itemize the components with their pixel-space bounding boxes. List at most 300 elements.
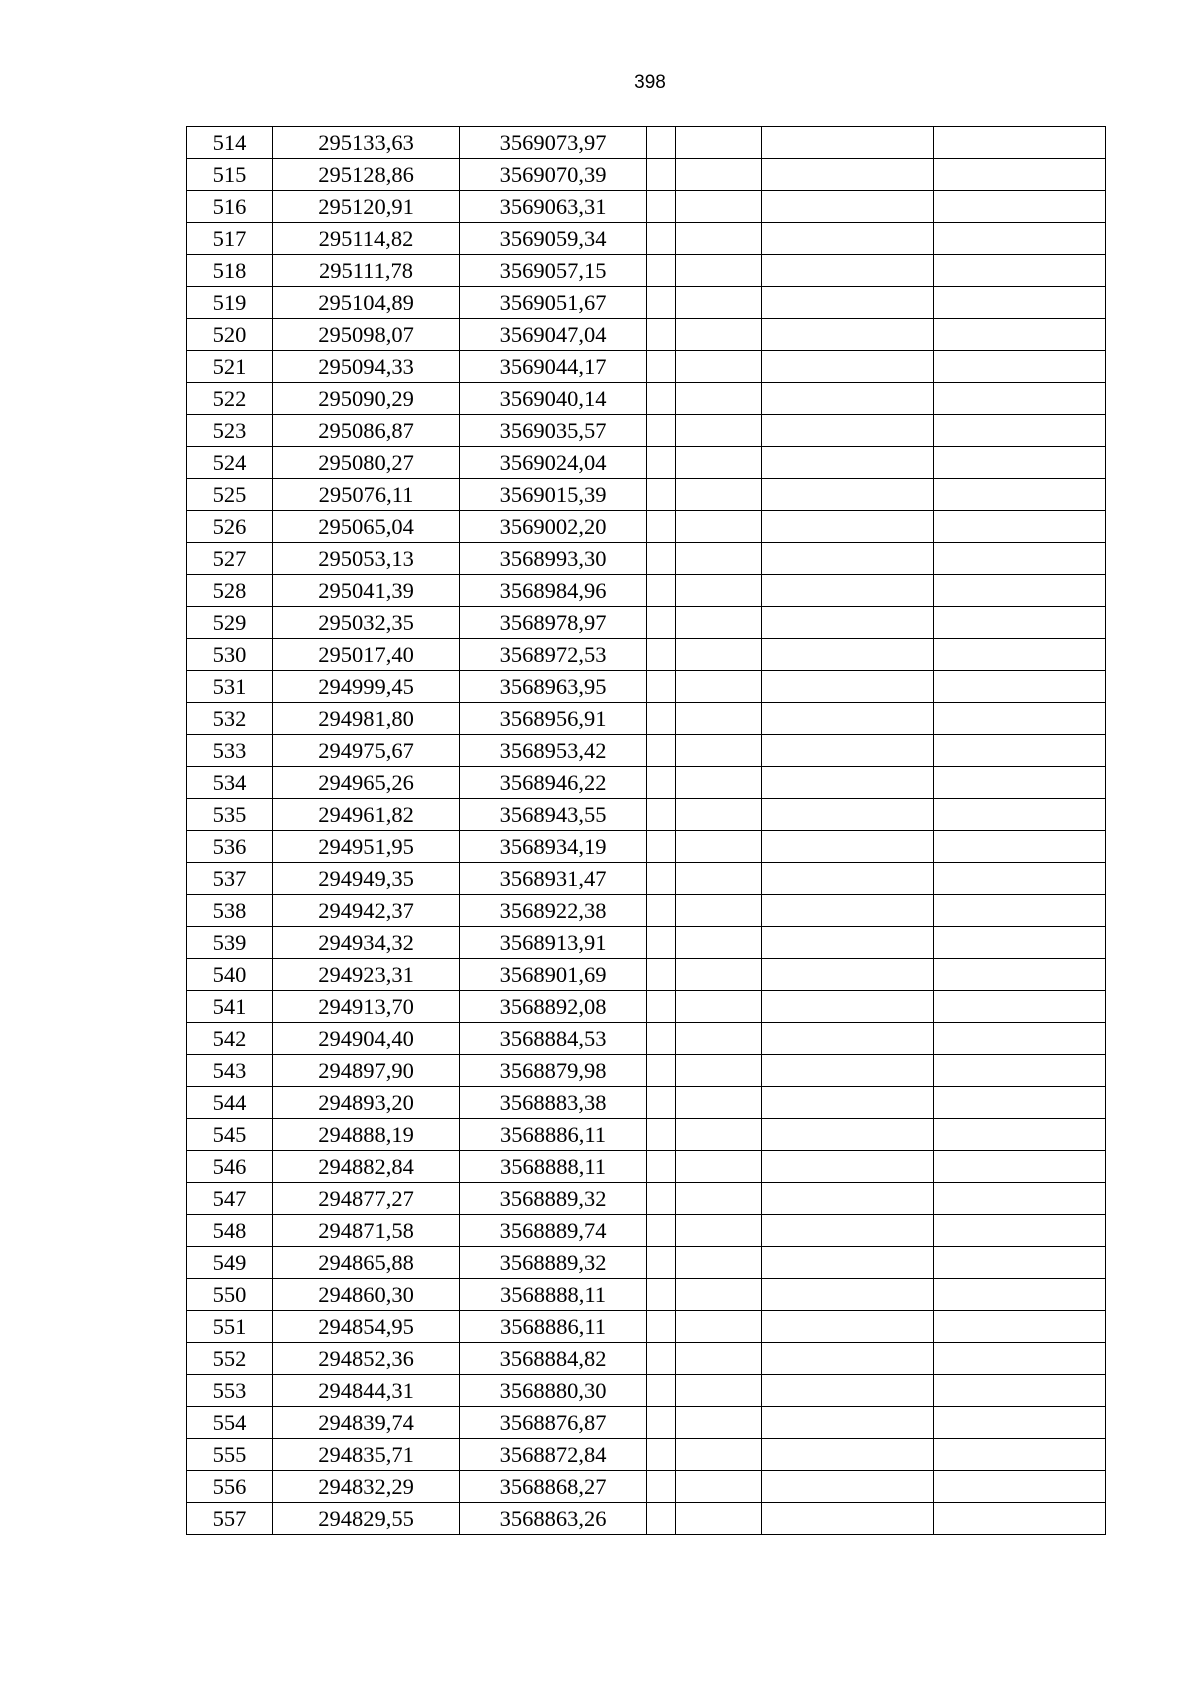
empty-cell — [762, 1375, 934, 1407]
empty-cell — [676, 319, 762, 351]
x-coordinate-cell: 294854,95 — [273, 1311, 460, 1343]
empty-cell — [676, 287, 762, 319]
x-coordinate-cell: 295017,40 — [273, 639, 460, 671]
empty-cell — [647, 159, 676, 191]
empty-cell — [934, 1503, 1106, 1535]
point-number-cell: 557 — [187, 1503, 273, 1535]
y-coordinate-cell: 3568888,11 — [460, 1151, 647, 1183]
empty-cell — [762, 159, 934, 191]
point-number-cell: 527 — [187, 543, 273, 575]
empty-cell — [934, 127, 1106, 159]
table-row — [187, 1087, 1106, 1119]
y-coordinate-cell: 3568984,96 — [460, 575, 647, 607]
empty-cell — [934, 1247, 1106, 1279]
empty-cell — [762, 479, 934, 511]
y-coordinate-cell: 3569024,04 — [460, 447, 647, 479]
empty-cell — [934, 319, 1106, 351]
empty-cell — [676, 767, 762, 799]
y-coordinate-cell: 3569073,97 — [460, 127, 647, 159]
y-coordinate-cell: 3568956,91 — [460, 703, 647, 735]
point-number-cell: 516 — [187, 191, 273, 223]
y-coordinate-cell: 3568943,55 — [460, 799, 647, 831]
empty-cell — [934, 639, 1106, 671]
x-coordinate-cell: 294975,67 — [273, 735, 460, 767]
empty-cell — [762, 1119, 934, 1151]
empty-cell — [647, 639, 676, 671]
table-row — [187, 607, 1106, 639]
empty-cell — [934, 543, 1106, 575]
table-row — [187, 543, 1106, 575]
y-coordinate-cell: 3568884,53 — [460, 1023, 647, 1055]
x-coordinate-cell: 295133,63 — [273, 127, 460, 159]
empty-cell — [934, 863, 1106, 895]
empty-cell — [762, 1311, 934, 1343]
table-row — [187, 1375, 1106, 1407]
x-coordinate-cell: 295128,86 — [273, 159, 460, 191]
empty-cell — [647, 1151, 676, 1183]
y-coordinate-cell: 3568889,74 — [460, 1215, 647, 1247]
empty-cell — [762, 255, 934, 287]
point-number-cell: 514 — [187, 127, 273, 159]
empty-cell — [762, 1151, 934, 1183]
y-coordinate-cell: 3569051,67 — [460, 287, 647, 319]
empty-cell — [676, 927, 762, 959]
empty-cell — [934, 159, 1106, 191]
empty-cell — [647, 1279, 676, 1311]
empty-cell — [647, 959, 676, 991]
page-number: 398 — [634, 72, 666, 93]
point-number-cell: 552 — [187, 1343, 273, 1375]
empty-cell — [676, 159, 762, 191]
empty-cell — [647, 895, 676, 927]
empty-cell — [762, 319, 934, 351]
empty-cell — [762, 1503, 934, 1535]
empty-cell — [647, 735, 676, 767]
empty-cell — [676, 863, 762, 895]
x-coordinate-cell: 295065,04 — [273, 511, 460, 543]
empty-cell — [647, 927, 676, 959]
empty-cell — [934, 1151, 1106, 1183]
empty-cell — [762, 1343, 934, 1375]
x-coordinate-cell: 294965,26 — [273, 767, 460, 799]
y-coordinate-cell: 3568880,30 — [460, 1375, 647, 1407]
empty-cell — [762, 607, 934, 639]
point-number-cell: 543 — [187, 1055, 273, 1087]
empty-cell — [676, 575, 762, 607]
empty-cell — [676, 895, 762, 927]
x-coordinate-cell: 294913,70 — [273, 991, 460, 1023]
empty-cell — [762, 1087, 934, 1119]
empty-cell — [934, 991, 1106, 1023]
y-coordinate-cell: 3568884,82 — [460, 1343, 647, 1375]
empty-cell — [676, 1183, 762, 1215]
empty-cell — [762, 895, 934, 927]
empty-cell — [647, 1407, 676, 1439]
empty-cell — [676, 607, 762, 639]
empty-cell — [762, 671, 934, 703]
table-row — [187, 1311, 1106, 1343]
empty-cell — [647, 255, 676, 287]
y-coordinate-cell: 3569070,39 — [460, 159, 647, 191]
x-coordinate-cell: 294923,31 — [273, 959, 460, 991]
empty-cell — [647, 767, 676, 799]
empty-cell — [647, 1215, 676, 1247]
table-row — [187, 831, 1106, 863]
empty-cell — [762, 1407, 934, 1439]
point-number-cell: 541 — [187, 991, 273, 1023]
empty-cell — [934, 1343, 1106, 1375]
table-row — [187, 799, 1106, 831]
empty-cell — [647, 575, 676, 607]
point-number-cell: 542 — [187, 1023, 273, 1055]
point-number-cell: 522 — [187, 383, 273, 415]
x-coordinate-cell: 294865,88 — [273, 1247, 460, 1279]
empty-cell — [647, 1087, 676, 1119]
x-coordinate-cell: 294844,31 — [273, 1375, 460, 1407]
empty-cell — [676, 799, 762, 831]
point-number-cell: 540 — [187, 959, 273, 991]
empty-cell — [676, 991, 762, 1023]
empty-cell — [676, 959, 762, 991]
empty-cell — [762, 447, 934, 479]
y-coordinate-cell: 3568978,97 — [460, 607, 647, 639]
x-coordinate-cell: 294897,90 — [273, 1055, 460, 1087]
empty-cell — [934, 1023, 1106, 1055]
empty-cell — [934, 287, 1106, 319]
y-coordinate-cell: 3568868,27 — [460, 1471, 647, 1503]
point-number-cell: 523 — [187, 415, 273, 447]
empty-cell — [934, 1183, 1106, 1215]
empty-cell — [647, 799, 676, 831]
point-number-cell: 533 — [187, 735, 273, 767]
empty-cell — [762, 799, 934, 831]
table-row — [187, 959, 1106, 991]
empty-cell — [762, 511, 934, 543]
x-coordinate-cell: 295114,82 — [273, 223, 460, 255]
point-number-cell: 553 — [187, 1375, 273, 1407]
empty-cell — [762, 127, 934, 159]
empty-cell — [934, 1439, 1106, 1471]
coordinates-table-body — [187, 127, 1106, 1535]
empty-cell — [762, 575, 934, 607]
x-coordinate-cell: 294852,36 — [273, 1343, 460, 1375]
empty-cell — [934, 703, 1106, 735]
empty-cell — [762, 927, 934, 959]
empty-cell — [647, 223, 676, 255]
y-coordinate-cell: 3568913,91 — [460, 927, 647, 959]
empty-cell — [676, 1215, 762, 1247]
empty-cell — [676, 639, 762, 671]
x-coordinate-cell: 294904,40 — [273, 1023, 460, 1055]
table-row — [187, 415, 1106, 447]
x-coordinate-cell: 294942,37 — [273, 895, 460, 927]
empty-cell — [762, 1439, 934, 1471]
y-coordinate-cell: 3568972,53 — [460, 639, 647, 671]
table-row — [187, 1183, 1106, 1215]
empty-cell — [647, 351, 676, 383]
table-row — [187, 895, 1106, 927]
point-number-cell: 529 — [187, 607, 273, 639]
empty-cell — [934, 1087, 1106, 1119]
table-row — [187, 575, 1106, 607]
y-coordinate-cell: 3569059,34 — [460, 223, 647, 255]
empty-cell — [647, 447, 676, 479]
y-coordinate-cell: 3568886,11 — [460, 1119, 647, 1151]
empty-cell — [676, 447, 762, 479]
empty-cell — [647, 1119, 676, 1151]
empty-cell — [762, 351, 934, 383]
point-number-cell: 554 — [187, 1407, 273, 1439]
empty-cell — [934, 799, 1106, 831]
table-row — [187, 1407, 1106, 1439]
table-row — [187, 479, 1106, 511]
table-row — [187, 991, 1106, 1023]
empty-cell — [762, 863, 934, 895]
x-coordinate-cell: 294961,82 — [273, 799, 460, 831]
empty-cell — [647, 1343, 676, 1375]
empty-cell — [676, 671, 762, 703]
y-coordinate-cell: 3568963,95 — [460, 671, 647, 703]
empty-cell — [762, 223, 934, 255]
empty-cell — [676, 703, 762, 735]
x-coordinate-cell: 294893,20 — [273, 1087, 460, 1119]
y-coordinate-cell: 3568922,38 — [460, 895, 647, 927]
empty-cell — [647, 1311, 676, 1343]
point-number-cell: 556 — [187, 1471, 273, 1503]
y-coordinate-cell: 3568889,32 — [460, 1247, 647, 1279]
x-coordinate-cell: 294829,55 — [273, 1503, 460, 1535]
y-coordinate-cell: 3568872,84 — [460, 1439, 647, 1471]
empty-cell — [934, 735, 1106, 767]
x-coordinate-cell: 295053,13 — [273, 543, 460, 575]
empty-cell — [934, 671, 1106, 703]
table-row — [187, 1215, 1106, 1247]
empty-cell — [934, 1055, 1106, 1087]
point-number-cell: 532 — [187, 703, 273, 735]
empty-cell — [762, 1279, 934, 1311]
empty-cell — [676, 255, 762, 287]
x-coordinate-cell: 295076,11 — [273, 479, 460, 511]
empty-cell — [676, 1343, 762, 1375]
y-coordinate-cell: 3568901,69 — [460, 959, 647, 991]
point-number-cell: 550 — [187, 1279, 273, 1311]
point-number-cell: 548 — [187, 1215, 273, 1247]
empty-cell — [762, 991, 934, 1023]
point-number-cell: 537 — [187, 863, 273, 895]
table-row — [187, 927, 1106, 959]
x-coordinate-cell: 294832,29 — [273, 1471, 460, 1503]
x-coordinate-cell: 295032,35 — [273, 607, 460, 639]
point-number-cell: 539 — [187, 927, 273, 959]
table-row — [187, 1343, 1106, 1375]
point-number-cell: 524 — [187, 447, 273, 479]
y-coordinate-cell: 3569035,57 — [460, 415, 647, 447]
y-coordinate-cell: 3568876,87 — [460, 1407, 647, 1439]
table-row — [187, 639, 1106, 671]
y-coordinate-cell: 3569047,04 — [460, 319, 647, 351]
table-row — [187, 1023, 1106, 1055]
empty-cell — [676, 543, 762, 575]
empty-cell — [676, 415, 762, 447]
x-coordinate-cell: 294882,84 — [273, 1151, 460, 1183]
empty-cell — [762, 959, 934, 991]
x-coordinate-cell: 295090,29 — [273, 383, 460, 415]
table-row — [187, 671, 1106, 703]
empty-cell — [647, 1055, 676, 1087]
y-coordinate-cell: 3568886,11 — [460, 1311, 647, 1343]
empty-cell — [676, 1503, 762, 1535]
empty-cell — [762, 287, 934, 319]
empty-cell — [647, 319, 676, 351]
point-number-cell: 544 — [187, 1087, 273, 1119]
x-coordinate-cell: 295120,91 — [273, 191, 460, 223]
point-number-cell: 546 — [187, 1151, 273, 1183]
y-coordinate-cell: 3569040,14 — [460, 383, 647, 415]
empty-cell — [676, 223, 762, 255]
x-coordinate-cell: 294934,32 — [273, 927, 460, 959]
empty-cell — [676, 1439, 762, 1471]
point-number-cell: 528 — [187, 575, 273, 607]
y-coordinate-cell: 3568931,47 — [460, 863, 647, 895]
table-row — [187, 319, 1106, 351]
empty-cell — [647, 1183, 676, 1215]
x-coordinate-cell: 294949,35 — [273, 863, 460, 895]
empty-cell — [762, 1023, 934, 1055]
point-number-cell: 518 — [187, 255, 273, 287]
x-coordinate-cell: 294871,58 — [273, 1215, 460, 1247]
empty-cell — [762, 415, 934, 447]
empty-cell — [762, 1247, 934, 1279]
empty-cell — [676, 1087, 762, 1119]
point-number-cell: 530 — [187, 639, 273, 671]
empty-cell — [934, 607, 1106, 639]
table-row — [187, 1503, 1106, 1535]
empty-cell — [934, 223, 1106, 255]
x-coordinate-cell: 295080,27 — [273, 447, 460, 479]
point-number-cell: 547 — [187, 1183, 273, 1215]
empty-cell — [647, 703, 676, 735]
x-coordinate-cell: 295111,78 — [273, 255, 460, 287]
empty-cell — [676, 479, 762, 511]
y-coordinate-cell: 3568883,38 — [460, 1087, 647, 1119]
empty-cell — [934, 479, 1106, 511]
point-number-cell: 531 — [187, 671, 273, 703]
y-coordinate-cell: 3568946,22 — [460, 767, 647, 799]
empty-cell — [676, 191, 762, 223]
empty-cell — [934, 447, 1106, 479]
empty-cell — [676, 1055, 762, 1087]
x-coordinate-cell: 295086,87 — [273, 415, 460, 447]
x-coordinate-cell: 295041,39 — [273, 575, 460, 607]
y-coordinate-cell: 3568993,30 — [460, 543, 647, 575]
point-number-cell: 521 — [187, 351, 273, 383]
empty-cell — [676, 1119, 762, 1151]
table-row — [187, 1055, 1106, 1087]
empty-cell — [762, 1183, 934, 1215]
x-coordinate-cell: 295098,07 — [273, 319, 460, 351]
empty-cell — [647, 863, 676, 895]
x-coordinate-cell: 294951,95 — [273, 831, 460, 863]
table-row — [187, 511, 1106, 543]
x-coordinate-cell: 294877,27 — [273, 1183, 460, 1215]
empty-cell — [676, 351, 762, 383]
table-row — [187, 447, 1106, 479]
y-coordinate-cell: 3568889,32 — [460, 1183, 647, 1215]
table-row — [187, 1279, 1106, 1311]
x-coordinate-cell: 294888,19 — [273, 1119, 460, 1151]
empty-cell — [934, 255, 1106, 287]
empty-cell — [647, 607, 676, 639]
point-number-cell: 525 — [187, 479, 273, 511]
y-coordinate-cell: 3569015,39 — [460, 479, 647, 511]
point-number-cell: 538 — [187, 895, 273, 927]
empty-cell — [762, 639, 934, 671]
y-coordinate-cell: 3569063,31 — [460, 191, 647, 223]
y-coordinate-cell: 3569057,15 — [460, 255, 647, 287]
table-row — [187, 1439, 1106, 1471]
point-number-cell: 545 — [187, 1119, 273, 1151]
empty-cell — [647, 1023, 676, 1055]
empty-cell — [762, 383, 934, 415]
point-number-cell: 536 — [187, 831, 273, 863]
empty-cell — [676, 1375, 762, 1407]
empty-cell — [762, 767, 934, 799]
point-number-cell: 515 — [187, 159, 273, 191]
empty-cell — [647, 991, 676, 1023]
point-number-cell: 535 — [187, 799, 273, 831]
table-row — [187, 383, 1106, 415]
empty-cell — [934, 1375, 1106, 1407]
empty-cell — [647, 1439, 676, 1471]
empty-cell — [647, 1247, 676, 1279]
empty-cell — [647, 543, 676, 575]
table-row — [187, 1119, 1106, 1151]
point-number-cell: 517 — [187, 223, 273, 255]
empty-cell — [934, 191, 1106, 223]
table-row — [187, 191, 1106, 223]
table-row — [187, 1247, 1106, 1279]
empty-cell — [934, 831, 1106, 863]
empty-cell — [934, 1471, 1106, 1503]
empty-cell — [676, 1023, 762, 1055]
point-number-cell: 526 — [187, 511, 273, 543]
empty-cell — [934, 1311, 1106, 1343]
y-coordinate-cell: 3568934,19 — [460, 831, 647, 863]
empty-cell — [934, 895, 1106, 927]
empty-cell — [647, 127, 676, 159]
empty-cell — [676, 1279, 762, 1311]
table-row — [187, 863, 1106, 895]
table-row — [187, 735, 1106, 767]
empty-cell — [934, 383, 1106, 415]
x-coordinate-cell: 294839,74 — [273, 1407, 460, 1439]
empty-cell — [934, 415, 1106, 447]
empty-cell — [762, 1055, 934, 1087]
table-row — [187, 223, 1106, 255]
y-coordinate-cell: 3568863,26 — [460, 1503, 647, 1535]
empty-cell — [934, 959, 1106, 991]
table-row — [187, 287, 1106, 319]
empty-cell — [647, 383, 676, 415]
empty-cell — [676, 735, 762, 767]
empty-cell — [676, 127, 762, 159]
point-number-cell: 519 — [187, 287, 273, 319]
table-row — [187, 351, 1106, 383]
point-number-cell: 555 — [187, 1439, 273, 1471]
y-coordinate-cell: 3569044,17 — [460, 351, 647, 383]
empty-cell — [934, 1119, 1106, 1151]
empty-cell — [647, 191, 676, 223]
